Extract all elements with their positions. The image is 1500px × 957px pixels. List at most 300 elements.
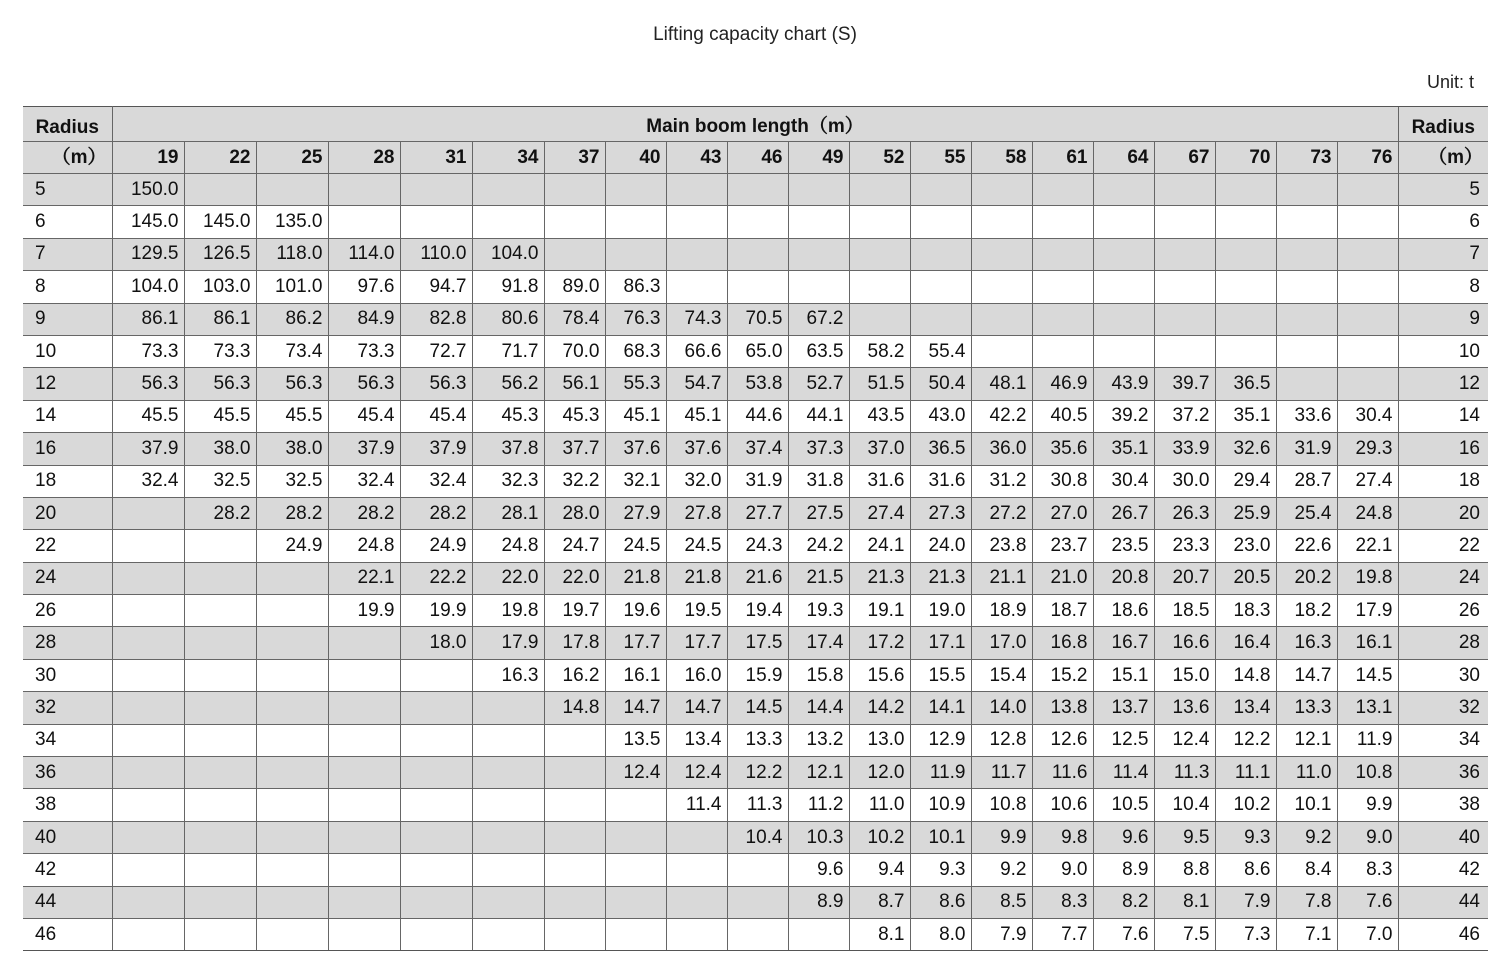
capacity-cell	[400, 206, 472, 238]
capacity-cell	[727, 886, 788, 918]
capacity-cell: 13.4	[666, 724, 727, 756]
capacity-cell: 48.1	[971, 368, 1032, 400]
capacity-cell	[1337, 271, 1398, 303]
capacity-cell	[1215, 238, 1276, 270]
capacity-cell	[400, 659, 472, 691]
capacity-cell: 31.9	[727, 465, 788, 497]
capacity-cell: 38.0	[184, 433, 256, 465]
capacity-cell	[400, 918, 472, 950]
table-row	[23, 789, 1488, 821]
radius-cell: 16	[23, 433, 112, 465]
capacity-cell: 13.8	[1032, 692, 1093, 724]
capacity-cell	[1154, 238, 1215, 270]
capacity-cell: 17.1	[910, 627, 971, 659]
capacity-cell: 12.1	[788, 757, 849, 789]
capacity-cell	[1093, 174, 1154, 206]
capacity-cell: 15.4	[971, 659, 1032, 691]
radius-cell: 18	[23, 465, 112, 497]
capacity-cell: 25.9	[1215, 497, 1276, 529]
capacity-cell: 7.8	[1276, 886, 1337, 918]
capacity-cell: 18.5	[1154, 595, 1215, 627]
capacity-cell	[112, 886, 184, 918]
capacity-cell: 44.1	[788, 400, 849, 432]
capacity-cell: 11.4	[1093, 757, 1154, 789]
capacity-cell	[605, 886, 666, 918]
capacity-cell: 21.0	[1032, 562, 1093, 594]
capacity-cell: 24.8	[472, 530, 544, 562]
capacity-cell: 9.0	[1032, 854, 1093, 886]
radius-cell: 34	[23, 724, 112, 756]
capacity-cell: 10.1	[910, 821, 971, 853]
radius-cell: 5	[1398, 174, 1488, 206]
capacity-cell	[328, 174, 400, 206]
radius-cell: 44	[1398, 886, 1488, 918]
capacity-cell: 16.1	[605, 659, 666, 691]
capacity-cell: 28.0	[544, 497, 605, 529]
table-row	[23, 271, 1488, 303]
capacity-cell: 104.0	[112, 271, 184, 303]
capacity-cell: 21.5	[788, 562, 849, 594]
capacity-cell: 94.7	[400, 271, 472, 303]
capacity-cell: 27.2	[971, 497, 1032, 529]
capacity-cell	[544, 238, 605, 270]
capacity-cell	[112, 757, 184, 789]
capacity-cell	[788, 238, 849, 270]
capacity-cell: 27.8	[666, 497, 727, 529]
capacity-cell	[256, 692, 328, 724]
capacity-cell	[1093, 238, 1154, 270]
table-row	[23, 174, 1488, 206]
capacity-cell: 19.6	[605, 595, 666, 627]
capacity-cell	[112, 595, 184, 627]
capacity-cell	[328, 821, 400, 853]
capacity-cell	[605, 206, 666, 238]
capacity-cell	[1276, 174, 1337, 206]
capacity-cell	[256, 174, 328, 206]
capacity-cell	[971, 271, 1032, 303]
capacity-cell	[1337, 238, 1398, 270]
radius-cell: 34	[1398, 724, 1488, 756]
capacity-cell: 20.5	[1215, 562, 1276, 594]
table-row	[23, 400, 1488, 432]
capacity-cell	[849, 238, 910, 270]
radius-cell: 28	[23, 627, 112, 659]
capacity-cell	[400, 692, 472, 724]
capacity-cell: 30.0	[1154, 465, 1215, 497]
capacity-cell	[112, 821, 184, 853]
table-row	[23, 238, 1488, 270]
capacity-cell: 11.4	[666, 789, 727, 821]
capacity-cell	[910, 206, 971, 238]
capacity-cell: 12.8	[971, 724, 1032, 756]
capacity-cell: 9.6	[788, 854, 849, 886]
capacity-cell: 7.0	[1337, 918, 1398, 950]
capacity-cell	[256, 854, 328, 886]
table-row	[23, 562, 1488, 594]
capacity-cell: 11.0	[849, 789, 910, 821]
capacity-cell: 56.1	[544, 368, 605, 400]
capacity-cell: 13.2	[788, 724, 849, 756]
radius-cell: 26	[1398, 595, 1488, 627]
capacity-cell: 10.8	[971, 789, 1032, 821]
capacity-cell: 31.6	[910, 465, 971, 497]
capacity-cell	[1337, 368, 1398, 400]
capacity-cell: 19.9	[400, 595, 472, 627]
capacity-cell: 10.9	[910, 789, 971, 821]
capacity-cell	[788, 918, 849, 950]
capacity-cell: 17.5	[727, 627, 788, 659]
capacity-cell: 23.5	[1093, 530, 1154, 562]
capacity-cell: 145.0	[184, 206, 256, 238]
capacity-cell: 58.2	[849, 335, 910, 367]
capacity-cell: 24.2	[788, 530, 849, 562]
capacity-cell: 114.0	[328, 238, 400, 270]
capacity-cell: 56.3	[328, 368, 400, 400]
radius-cell: 24	[23, 562, 112, 594]
capacity-cell: 23.8	[971, 530, 1032, 562]
boom-length-header: 37	[544, 142, 605, 174]
capacity-cell	[1154, 271, 1215, 303]
unit-label: Unit: t	[1426, 72, 1474, 92]
capacity-cell: 36.5	[1215, 368, 1276, 400]
capacity-cell	[400, 724, 472, 756]
capacity-cell: 20.8	[1093, 562, 1154, 594]
capacity-cell: 45.1	[605, 400, 666, 432]
capacity-cell: 14.8	[544, 692, 605, 724]
capacity-cell	[605, 918, 666, 950]
capacity-cell: 32.3	[472, 465, 544, 497]
capacity-cell: 8.4	[1276, 854, 1337, 886]
capacity-cell	[184, 530, 256, 562]
capacity-cell	[727, 238, 788, 270]
capacity-cell: 86.3	[605, 271, 666, 303]
capacity-cell: 45.5	[184, 400, 256, 432]
capacity-cell: 37.8	[472, 433, 544, 465]
radius-cell: 38	[1398, 789, 1488, 821]
capacity-cell: 37.9	[112, 433, 184, 465]
capacity-cell: 15.5	[910, 659, 971, 691]
capacity-cell	[849, 174, 910, 206]
boom-length-header: 46	[727, 142, 788, 174]
capacity-cell: 45.5	[256, 400, 328, 432]
capacity-cell: 10.5	[1093, 789, 1154, 821]
capacity-cell: 19.9	[328, 595, 400, 627]
capacity-cell	[112, 724, 184, 756]
radius-cell: 36	[23, 757, 112, 789]
capacity-cell: 22.2	[400, 562, 472, 594]
capacity-cell	[472, 692, 544, 724]
boom-length-header: 43	[666, 142, 727, 174]
capacity-cell: 74.3	[666, 303, 727, 335]
capacity-cell: 8.2	[1093, 886, 1154, 918]
capacity-cell: 14.7	[1276, 659, 1337, 691]
capacity-cell: 24.8	[1337, 497, 1398, 529]
capacity-cell: 135.0	[256, 206, 328, 238]
capacity-cell	[1276, 271, 1337, 303]
radius-cell: 12	[23, 368, 112, 400]
capacity-cell: 80.6	[472, 303, 544, 335]
capacity-cell: 7.6	[1093, 918, 1154, 950]
capacity-cell	[112, 627, 184, 659]
capacity-cell: 19.7	[544, 595, 605, 627]
capacity-cell: 70.0	[544, 335, 605, 367]
capacity-cell: 13.4	[1215, 692, 1276, 724]
capacity-cell: 12.4	[666, 757, 727, 789]
capacity-cell: 8.1	[1154, 886, 1215, 918]
capacity-cell: 11.1	[1215, 757, 1276, 789]
boom-length-header: 55	[910, 142, 971, 174]
capacity-cell: 66.6	[666, 335, 727, 367]
capacity-cell	[971, 335, 1032, 367]
capacity-cell: 33.9	[1154, 433, 1215, 465]
radius-cell: 6	[1398, 206, 1488, 238]
capacity-cell: 19.4	[727, 595, 788, 627]
radius-cell: 26	[23, 595, 112, 627]
capacity-cell: 24.5	[666, 530, 727, 562]
table-row	[23, 692, 1488, 724]
capacity-cell	[605, 821, 666, 853]
capacity-cell	[971, 238, 1032, 270]
capacity-cell: 7.5	[1154, 918, 1215, 950]
capacity-cell	[472, 206, 544, 238]
capacity-cell: 22.1	[328, 562, 400, 594]
capacity-cell: 11.7	[971, 757, 1032, 789]
boom-length-header: 76	[1337, 142, 1398, 174]
capacity-cell: 9.2	[971, 854, 1032, 886]
capacity-cell: 110.0	[400, 238, 472, 270]
capacity-cell: 13.1	[1337, 692, 1398, 724]
capacity-cell: 15.0	[1154, 659, 1215, 691]
capacity-cell: 9.5	[1154, 821, 1215, 853]
table-row	[23, 206, 1488, 238]
capacity-cell: 11.3	[1154, 757, 1215, 789]
capacity-cell	[328, 854, 400, 886]
capacity-cell: 28.7	[1276, 465, 1337, 497]
table-body	[23, 174, 1488, 951]
capacity-cell: 129.5	[112, 238, 184, 270]
capacity-cell	[788, 271, 849, 303]
table-row	[23, 335, 1488, 367]
capacity-cell: 54.7	[666, 368, 727, 400]
capacity-cell	[112, 497, 184, 529]
capacity-cell: 86.1	[184, 303, 256, 335]
capacity-cell: 43.9	[1093, 368, 1154, 400]
capacity-cell: 10.2	[1215, 789, 1276, 821]
capacity-cell	[472, 918, 544, 950]
capacity-cell: 89.0	[544, 271, 605, 303]
boom-length-header: 61	[1032, 142, 1093, 174]
table-row	[23, 627, 1488, 659]
capacity-cell	[1276, 206, 1337, 238]
capacity-cell: 8.6	[910, 886, 971, 918]
capacity-cell	[112, 530, 184, 562]
capacity-cell	[666, 886, 727, 918]
capacity-cell: 27.4	[849, 497, 910, 529]
capacity-cell: 9.3	[1215, 821, 1276, 853]
capacity-cell: 14.7	[666, 692, 727, 724]
capacity-cell	[1154, 174, 1215, 206]
capacity-cell	[788, 206, 849, 238]
capacity-cell: 17.0	[971, 627, 1032, 659]
capacity-cell: 21.3	[910, 562, 971, 594]
capacity-cell	[544, 821, 605, 853]
capacity-cell: 118.0	[256, 238, 328, 270]
capacity-cell: 32.0	[666, 465, 727, 497]
capacity-cell: 14.1	[910, 692, 971, 724]
capacity-cell	[112, 789, 184, 821]
capacity-cell: 32.5	[184, 465, 256, 497]
radius-cell: 30	[1398, 659, 1488, 691]
capacity-cell	[1154, 206, 1215, 238]
capacity-cell: 15.2	[1032, 659, 1093, 691]
capacity-cell: 56.3	[400, 368, 472, 400]
capacity-cell	[971, 206, 1032, 238]
capacity-cell: 52.7	[788, 368, 849, 400]
capacity-cell	[1276, 238, 1337, 270]
capacity-cell	[1154, 335, 1215, 367]
capacity-cell: 42.2	[971, 400, 1032, 432]
capacity-cell	[1215, 174, 1276, 206]
capacity-cell	[849, 271, 910, 303]
table-row	[23, 918, 1488, 950]
capacity-cell	[400, 757, 472, 789]
table-row	[23, 303, 1488, 335]
capacity-cell: 37.9	[328, 433, 400, 465]
capacity-cell: 20.7	[1154, 562, 1215, 594]
boom-length-header: 58	[971, 142, 1032, 174]
capacity-cell	[1032, 174, 1093, 206]
table-row	[23, 724, 1488, 756]
capacity-cell: 43.5	[849, 400, 910, 432]
capacity-cell	[1337, 335, 1398, 367]
radius-header-left: Radius	[23, 107, 112, 142]
capacity-cell: 17.7	[605, 627, 666, 659]
capacity-cell: 35.1	[1093, 433, 1154, 465]
table-row	[23, 433, 1488, 465]
capacity-cell: 37.2	[1154, 400, 1215, 432]
capacity-cell: 23.3	[1154, 530, 1215, 562]
capacity-cell: 55.4	[910, 335, 971, 367]
table-row	[23, 595, 1488, 627]
capacity-cell: 36.5	[910, 433, 971, 465]
capacity-cell: 19.3	[788, 595, 849, 627]
radius-cell: 10	[1398, 335, 1488, 367]
capacity-cell: 16.1	[1337, 627, 1398, 659]
capacity-cell	[328, 724, 400, 756]
capacity-cell: 10.4	[1154, 789, 1215, 821]
capacity-cell: 21.1	[971, 562, 1032, 594]
boom-length-header: 34	[472, 142, 544, 174]
capacity-cell	[1032, 303, 1093, 335]
capacity-cell: 30.4	[1337, 400, 1398, 432]
capacity-cell: 10.6	[1032, 789, 1093, 821]
capacity-cell: 32.4	[328, 465, 400, 497]
capacity-cell: 14.0	[971, 692, 1032, 724]
capacity-cell	[1032, 238, 1093, 270]
capacity-cell	[1093, 271, 1154, 303]
boom-length-header: 52	[849, 142, 910, 174]
capacity-cell	[184, 854, 256, 886]
radius-cell: 10	[23, 335, 112, 367]
capacity-cell	[328, 659, 400, 691]
boom-length-header: 67	[1154, 142, 1215, 174]
capacity-cell	[256, 789, 328, 821]
capacity-cell: 9.2	[1276, 821, 1337, 853]
capacity-cell: 126.5	[184, 238, 256, 270]
table-row	[23, 368, 1488, 400]
capacity-cell: 44.6	[727, 400, 788, 432]
capacity-cell: 45.3	[472, 400, 544, 432]
radius-cell: 42	[23, 854, 112, 886]
radius-cell: 9	[23, 303, 112, 335]
lifting-capacity-table	[23, 106, 1488, 951]
capacity-cell: 37.6	[666, 433, 727, 465]
radius-cell: 36	[1398, 757, 1488, 789]
radius-cell: 28	[1398, 627, 1488, 659]
capacity-cell	[328, 918, 400, 950]
capacity-cell	[1215, 335, 1276, 367]
capacity-cell	[727, 206, 788, 238]
capacity-cell: 73.4	[256, 335, 328, 367]
capacity-cell: 8.3	[1032, 886, 1093, 918]
capacity-cell: 7.7	[1032, 918, 1093, 950]
capacity-cell	[1093, 335, 1154, 367]
capacity-cell: 18.0	[400, 627, 472, 659]
capacity-cell: 16.0	[666, 659, 727, 691]
capacity-cell: 24.9	[256, 530, 328, 562]
capacity-cell	[544, 789, 605, 821]
capacity-cell: 14.5	[727, 692, 788, 724]
capacity-cell: 24.5	[605, 530, 666, 562]
capacity-cell: 26.3	[1154, 497, 1215, 529]
capacity-cell: 14.2	[849, 692, 910, 724]
radius-cell: 5	[23, 174, 112, 206]
capacity-cell: 8.1	[849, 918, 910, 950]
capacity-cell	[727, 271, 788, 303]
capacity-cell: 16.3	[1276, 627, 1337, 659]
capacity-cell: 145.0	[112, 206, 184, 238]
capacity-cell: 29.4	[1215, 465, 1276, 497]
capacity-cell	[328, 692, 400, 724]
capacity-cell	[184, 724, 256, 756]
capacity-cell	[256, 757, 328, 789]
boom-length-header: 22	[184, 142, 256, 174]
table-row	[23, 757, 1488, 789]
radius-unit-right: （m）	[1398, 142, 1488, 174]
capacity-cell: 7.3	[1215, 918, 1276, 950]
radius-cell: 18	[1398, 465, 1488, 497]
capacity-cell	[727, 918, 788, 950]
capacity-cell: 22.6	[1276, 530, 1337, 562]
capacity-cell	[472, 724, 544, 756]
capacity-cell: 86.2	[256, 303, 328, 335]
capacity-cell: 63.5	[788, 335, 849, 367]
radius-cell: 30	[23, 659, 112, 691]
capacity-cell: 9.8	[1032, 821, 1093, 853]
capacity-cell: 25.4	[1276, 497, 1337, 529]
capacity-cell: 101.0	[256, 271, 328, 303]
capacity-cell: 13.7	[1093, 692, 1154, 724]
capacity-cell	[1337, 206, 1398, 238]
capacity-cell	[112, 854, 184, 886]
capacity-cell: 8.8	[1154, 854, 1215, 886]
capacity-cell	[112, 918, 184, 950]
capacity-cell: 15.1	[1093, 659, 1154, 691]
capacity-cell	[544, 724, 605, 756]
capacity-cell: 8.6	[1215, 854, 1276, 886]
capacity-cell	[400, 789, 472, 821]
capacity-cell	[184, 821, 256, 853]
